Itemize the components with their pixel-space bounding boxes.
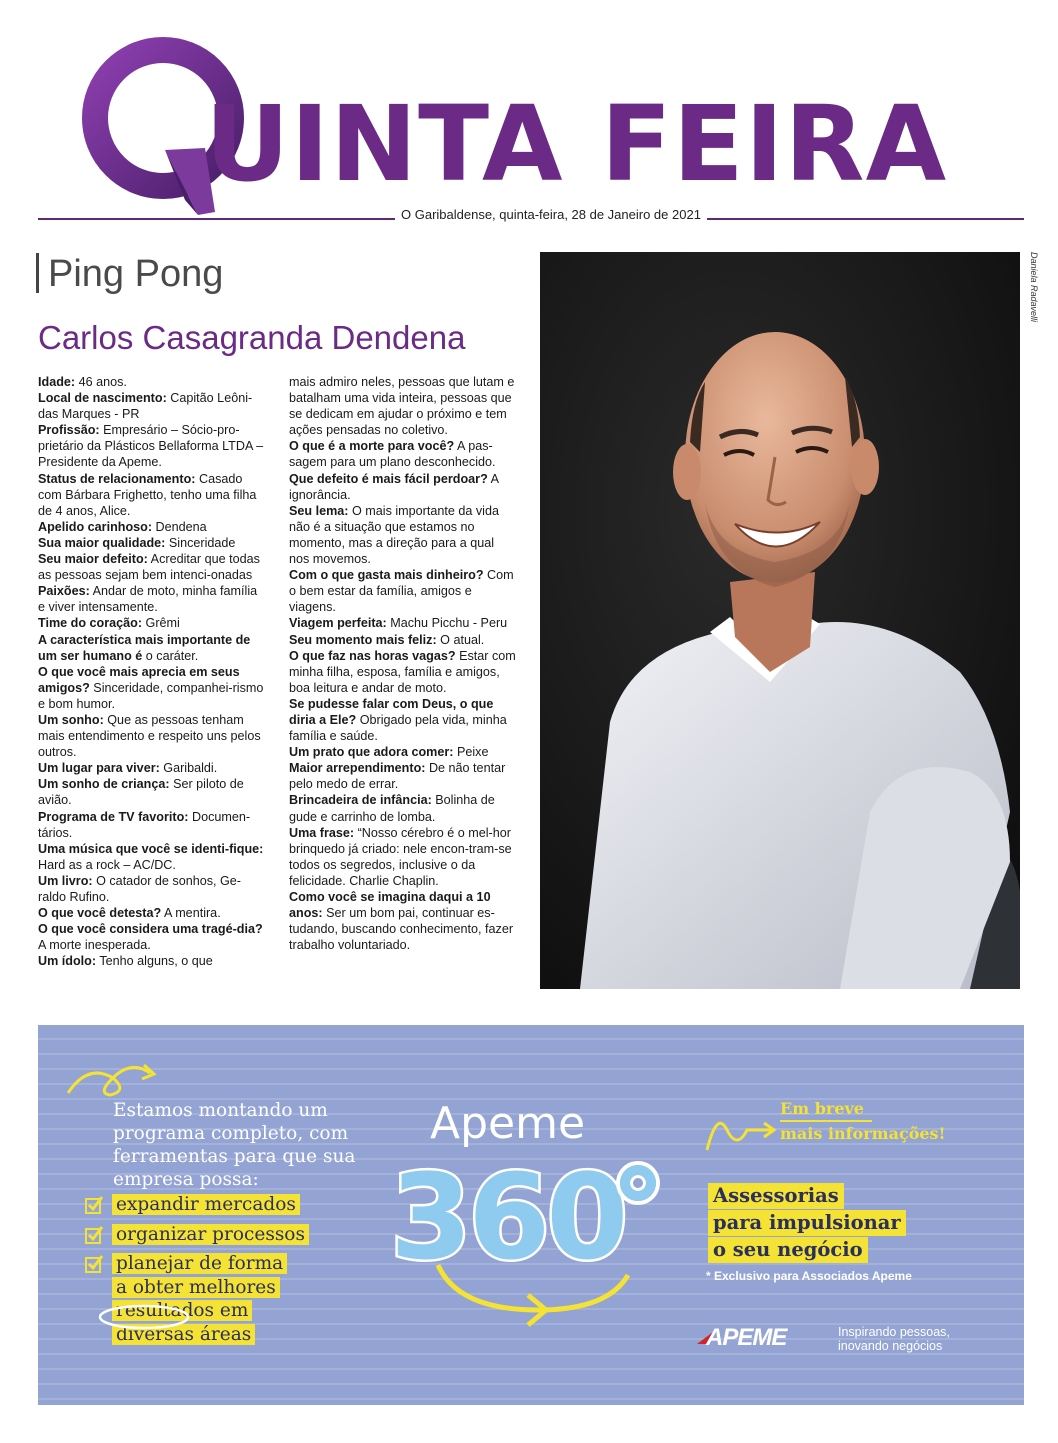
ad-headline-line: o seu negócio bbox=[708, 1237, 868, 1263]
interview-question: Local de nascimento: bbox=[38, 391, 167, 406]
interview-answer: Machu Picchu - Peru bbox=[386, 616, 508, 631]
interview-entry bbox=[289, 438, 517, 470]
interview-answer: Com o bem estar da família, amigos e viagens. bbox=[289, 568, 514, 615]
interview-answer: A pas-sagem para um plano desconhecido. bbox=[289, 439, 496, 470]
interview-entry bbox=[38, 776, 266, 808]
interview-answer: Dendena bbox=[152, 519, 207, 534]
interview-answer: Ser um bom pai, continuar es-tudando, buscando conhecimento, fazer trabalho voluntariado. bbox=[289, 906, 514, 953]
interview-entry bbox=[38, 583, 266, 615]
interview-question: Profissão: bbox=[38, 423, 100, 438]
interview-answer: Andar de moto, minha família e viver intensamente. bbox=[38, 584, 258, 615]
interview-entry bbox=[289, 760, 517, 792]
interview-entry bbox=[289, 632, 517, 648]
ad-headline bbox=[708, 1183, 988, 1264]
interview-answer: Bolinha de gude e carrinho de lomba. bbox=[289, 793, 495, 824]
interview-entry bbox=[38, 760, 266, 776]
portrait-photo bbox=[540, 252, 1020, 989]
interview-entry bbox=[289, 696, 517, 744]
interview-answer: o caráter. bbox=[142, 648, 199, 663]
interview-entry bbox=[38, 374, 266, 390]
interview-question: O que você detesta? bbox=[38, 906, 162, 921]
masthead bbox=[0, 0, 1058, 240]
coming-soon-line2: mais informações! bbox=[780, 1124, 946, 1143]
dateline: O Garibaldense, quinta-feira, 28 de Janeiro de 2021 bbox=[395, 205, 707, 225]
interview-question: A característica mais importante de um ser humano é bbox=[38, 632, 251, 663]
interview-entry bbox=[289, 374, 517, 438]
interview-answer: Documen-tários. bbox=[38, 809, 251, 840]
interview-entry bbox=[289, 648, 517, 696]
interview-answer: “Nosso cérebro é o mel-hor brinquedo já criado: nele encon-tram-se todos os segredos, inclusive o da felicidade. Charlie Chaplin. bbox=[289, 825, 512, 888]
checkbox-icon bbox=[84, 1195, 104, 1215]
interview-entry bbox=[38, 809, 266, 841]
interview-entry bbox=[289, 567, 517, 615]
interview-answer: Ser piloto de avião. bbox=[38, 777, 244, 808]
interview-entry bbox=[289, 889, 517, 953]
interview-answer: Sinceridade bbox=[165, 535, 236, 550]
interview-question: Uma frase: bbox=[289, 825, 355, 840]
photo-credit: Daniela Radavelli bbox=[1029, 252, 1039, 323]
interview-question: Idade: bbox=[38, 375, 76, 389]
interview-question: Programa de TV favorito: bbox=[38, 809, 189, 824]
interview-entry bbox=[38, 905, 266, 921]
interview-entry bbox=[38, 873, 266, 905]
ad-brand-number: 360 bbox=[390, 1148, 625, 1286]
interview-question: Seu lema: bbox=[289, 503, 349, 518]
interview-entry bbox=[289, 471, 517, 503]
section-bar bbox=[36, 253, 39, 293]
interview-column-right bbox=[289, 374, 517, 953]
interview-entry bbox=[38, 519, 266, 535]
interview-question: O que você considera uma tragé-dia? bbox=[38, 922, 263, 937]
interview-entry bbox=[38, 921, 266, 953]
ad-intro: Estamos montando um programa completo, com ferramentas para que sua empresa possa: bbox=[113, 1100, 356, 1190]
interview-answer: Estar com minha filha, esposa, família e amigos, boa leitura e andar de moto. bbox=[289, 648, 516, 695]
ad-footnote: * Exclusivo para Associados Apeme bbox=[706, 1269, 912, 1283]
interview-column-left bbox=[38, 374, 266, 969]
interview-question: Que defeito é mais fácil perdoar? bbox=[289, 471, 488, 486]
interview-entry bbox=[289, 792, 517, 824]
interview-answer: O catador de sonhos, Ge-raldo Rufino. bbox=[38, 873, 242, 904]
interview-question: Paixões: bbox=[38, 584, 90, 599]
interview-question: Um ídolo: bbox=[38, 954, 97, 969]
interview-question: Seu maior defeito: bbox=[38, 552, 148, 567]
checkbox-icon bbox=[84, 1254, 104, 1274]
interview-entry bbox=[38, 471, 266, 519]
interview-question: O que faz nas horas vagas? bbox=[289, 648, 456, 663]
interview-answer: 46 anos. bbox=[75, 375, 127, 389]
tagline-line2: inovando negócios bbox=[838, 1339, 943, 1353]
interview-answer: Sinceridade, companhei-rismo e bom humor. bbox=[38, 680, 264, 711]
ad-benefit-text: organizar processos bbox=[112, 1224, 309, 1245]
interview-entry bbox=[38, 632, 266, 664]
interview-entry bbox=[38, 712, 266, 760]
ad-benefit-text: expandir mercados bbox=[112, 1194, 300, 1215]
interview-question: Como você se imagina daqui a 10 anos: bbox=[289, 890, 491, 921]
squiggle-arrow-icon bbox=[702, 1105, 782, 1155]
interview-question: Time do coração: bbox=[38, 616, 143, 631]
interview-question: Um prato que adora comer: bbox=[289, 745, 454, 760]
interview-question: Apelido carinhoso: bbox=[38, 519, 153, 534]
interview-answer: Grêmi bbox=[142, 616, 180, 631]
interview-answer: Acreditar que todas as pessoas sejam bem intenci-onadas bbox=[38, 552, 260, 583]
interview-entry bbox=[289, 615, 517, 631]
interview-question: Um livro: bbox=[38, 873, 93, 888]
interview-answer: mais admiro neles, pessoas que lutam e batalham uma vida inteira, pessoas que se dedicam em ajudar o próximo e tem ações pensadas no coletivo. bbox=[289, 375, 515, 438]
section-title: Ping Pong bbox=[48, 253, 224, 295]
interview-answer: De não tentar pelo medo de errar. bbox=[289, 761, 506, 792]
interview-question: O que você mais aprecia em seus amigos? bbox=[38, 664, 240, 695]
interview-answer: Tenho alguns, o que bbox=[96, 954, 213, 969]
interview-question: Maior arrependimento: bbox=[289, 761, 426, 776]
interview-question: O que é a morte para você? bbox=[289, 439, 455, 454]
interview-answer: Garibaldi. bbox=[159, 761, 218, 776]
interview-question: Se pudesse falar com Deus, o que diria a Ele? bbox=[289, 696, 494, 727]
interview-question: Um lugar para viver: bbox=[38, 761, 160, 776]
interview-question: Viagem perfeita: bbox=[289, 616, 387, 631]
interview-answer: Hard as a rock – AC/DC. bbox=[38, 857, 176, 872]
interview-entry bbox=[38, 841, 266, 873]
interview-answer: Que as pessoas tenham mais entendimento e respeito uns pelos outros. bbox=[38, 712, 261, 760]
interview-entry bbox=[38, 422, 266, 470]
apeme-advertisement bbox=[38, 1025, 1024, 1405]
checkbox-icon bbox=[84, 1225, 104, 1245]
interview-question: Brincadeira de infância: bbox=[289, 793, 432, 808]
interview-entry bbox=[38, 664, 266, 712]
ad-benefit-text: planejar de forma a obter melhores resultados em diversas áreas bbox=[112, 1253, 287, 1345]
interview-entry bbox=[38, 390, 266, 422]
interview-answer: A mentira. bbox=[161, 906, 221, 921]
interview-answer: Peixe bbox=[453, 745, 489, 760]
interview-question: Seu momento mais feliz: bbox=[289, 632, 437, 647]
interview-answer: A ignorância. bbox=[289, 471, 499, 502]
masthead-title: UINTA FEIRA bbox=[205, 83, 948, 205]
tagline-line1: Inspirando pessoas, bbox=[838, 1325, 950, 1339]
interview-answer: A morte inesperada. bbox=[38, 938, 151, 953]
interviewee-name: Carlos Casagranda Dendena bbox=[38, 319, 466, 356]
interview-entry bbox=[38, 551, 266, 583]
interview-entry bbox=[38, 535, 266, 551]
apeme-logo: APEME bbox=[706, 1324, 787, 1351]
interview-answer: Casado com Bárbara Frighetto, tenho uma filha de 4 anos, Alice. bbox=[38, 471, 257, 518]
interview-question: Sua maior qualidade: bbox=[38, 535, 166, 550]
circular-arrow-icon bbox=[418, 1255, 658, 1335]
interview-entry bbox=[289, 825, 517, 889]
interview-question: Uma música que você se identi-fique: bbox=[38, 841, 264, 856]
degree-symbol-icon bbox=[620, 1165, 656, 1201]
loop-arrow-icon bbox=[58, 1053, 168, 1103]
interview-answer: Obrigado pela vida, minha família e saúde. bbox=[289, 712, 507, 744]
ad-benefit-item bbox=[84, 1193, 384, 1217]
hand-drawn-circle-icon bbox=[96, 1302, 196, 1332]
ad-headline-line: Assessorias bbox=[708, 1183, 844, 1209]
interview-answer: O atual. bbox=[436, 632, 485, 647]
coming-soon-line1: Em breve bbox=[780, 1099, 872, 1122]
interview-answer: Capitão Leôni-das Marques - PR bbox=[38, 391, 253, 422]
ad-benefit-item bbox=[84, 1223, 384, 1247]
ad-headline-line: para impulsionar bbox=[708, 1210, 906, 1236]
interview-entry bbox=[38, 615, 266, 631]
interview-question: Um sonho: bbox=[38, 712, 104, 727]
interview-entry bbox=[289, 503, 517, 567]
ad-tagline bbox=[838, 1325, 1008, 1353]
interview-answer: O mais importante da vida não é a situação que estamos no momento, mas a direção para a qual nos movemos. bbox=[289, 503, 499, 567]
interview-entry bbox=[38, 953, 266, 969]
interview-question: Com o que gasta mais dinheiro? bbox=[289, 568, 484, 583]
portrait-illustration bbox=[540, 252, 1020, 989]
ad-brand-name: Apeme bbox=[430, 1098, 586, 1149]
ad-coming-soon bbox=[780, 1099, 980, 1144]
interview-question: Status de relacionamento: bbox=[38, 471, 196, 486]
interview-question: Um sonho de criança: bbox=[38, 777, 170, 792]
interview-entry bbox=[289, 744, 517, 760]
interview-answer: Empresário – Sócio-pro-prietário da Plásticos Bellaforma LTDA – Presidente da Apeme. bbox=[38, 423, 264, 470]
